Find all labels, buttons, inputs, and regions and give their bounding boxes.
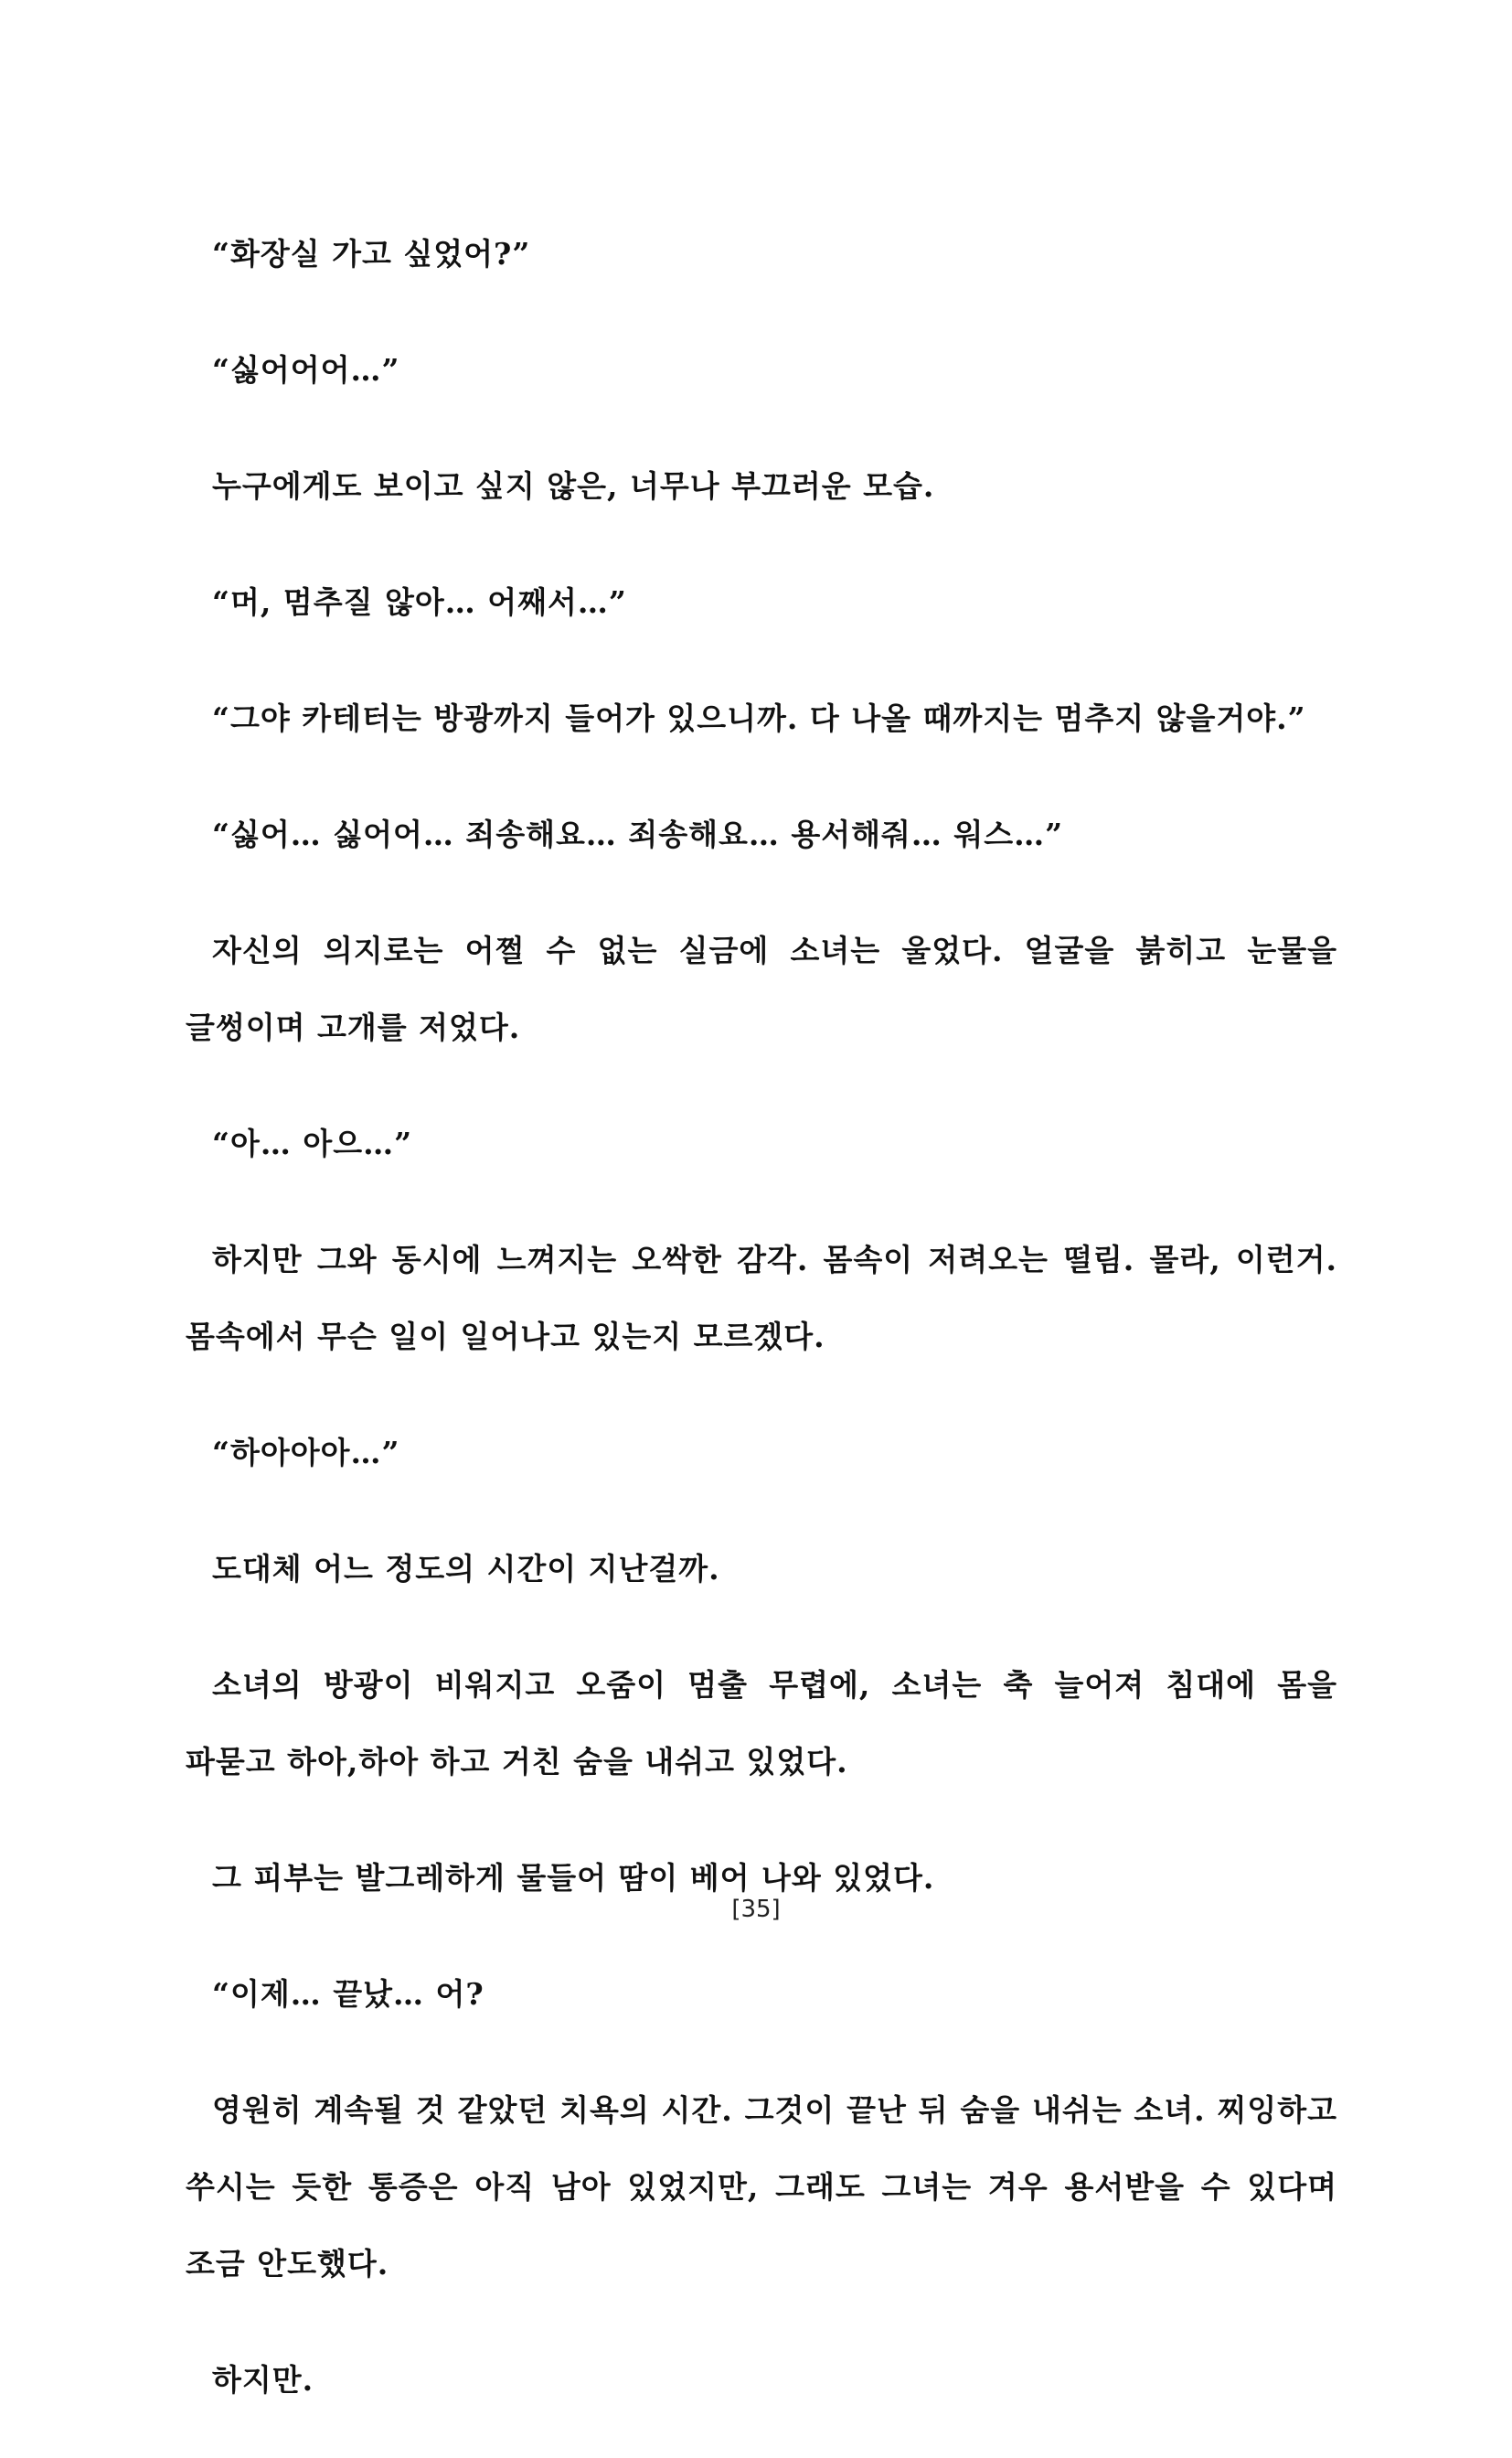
paragraph: 하지만 그와 동시에 느껴지는 오싹한 감각. 몸속이 저려오는 떨림. 몰라, 이런거. 몸속에서 무슨 일이 일어나고 있는지 모르겠다. [186, 1242, 1337, 1354]
paragraph: 영원히 계속될 것 같았던 치욕의 시간. 그것이 끝난 뒤 숨을 내쉬는 소녀. 찌잉하고 쑤시는 듯한 통증은 아직 남아 있었지만, 그래도 그녀는 겨우 용서받을 수 있다며 조금 안도했다. [186, 2092, 1337, 2282]
paragraph: “하아아아…” [212, 1435, 400, 1470]
paragraph: 누구에게도 보이고 싶지 않은, 너무나 부끄러운 모습. [212, 468, 935, 504]
paragraph: “싫어어어…” [212, 352, 400, 388]
paragraph: 그 피부는 발그레하게 물들어 땀이 베어 나와 있었다. [212, 1860, 935, 1896]
paragraph: 도대체 어느 정도의 시간이 지난걸까. [212, 1551, 720, 1587]
paragraph: “싫어… 싫어어… 죄송해요… 죄송해요… 용서해줘… 워스…” [212, 817, 1064, 852]
paragraph: 하지만. [212, 2362, 314, 2398]
paragraph: “아… 아으…” [212, 1126, 413, 1161]
page-number: [35] [731, 1896, 781, 1923]
paragraph: “화장실 가고 싶었어?” [212, 236, 531, 272]
body-text [186, 216, 1337, 2458]
paragraph: “그야 카테터는 방광까지 들어가 있으니까. 다 나올 때까지는 멈추지 않을거야.” [212, 700, 1306, 736]
paragraph: 자신의 의지로는 어쩔 수 없는 실금에 소녀는 울었다. 얼굴을 붉히고 눈물을 글썽이며 고개를 저었다. [186, 933, 1337, 1045]
paragraph: 소녀의 방광이 비워지고 오줌이 멈출 무렵에, 소녀는 축 늘어져 침대에 몸을 파묻고 하아,하아 하고 거친 숨을 내쉬고 있었다. [186, 1667, 1337, 1779]
paragraph: “이제… 끝났… 어? [212, 1976, 484, 2012]
paragraph: “머, 멈추질 않아… 어째서…” [212, 584, 627, 620]
